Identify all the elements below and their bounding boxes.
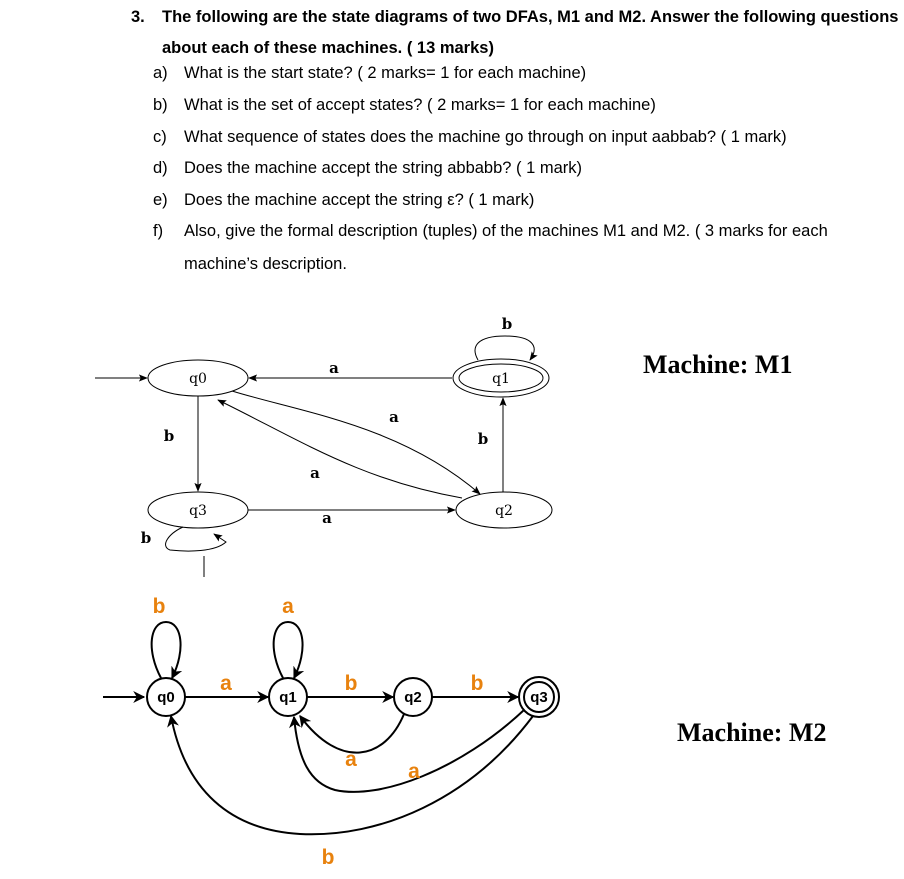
m2-label-q0-q1: a [220,672,232,695]
m1-edge-q0-q2 [232,391,480,494]
m1-edge-q2-q0 [218,400,462,498]
m1-label-q1-loop: b [501,315,513,333]
m1-state-q1 [453,359,549,397]
m2-label-q2-q3: b [470,672,484,695]
m2-edge-q2-q1 [300,714,404,753]
m2-edge-q1-loop [274,622,303,678]
svg-text:q1: q1 [492,371,510,387]
question-heading-text: The following are the state diagrams of two DFAs, M1 and M2. Answer the following questions about each of these machines. ( 13 marks) [162,8,899,57]
m1-title: Machine: M1 [643,350,793,379]
m1-state-q3 [148,492,248,528]
m2-edge-q3-q0 [171,716,533,834]
m2-label-q2-q1: a [345,748,357,771]
m2-label-q3-q1: a [408,760,420,783]
svg-text:q3: q3 [530,689,548,706]
m1-label-q0-q2: a [389,408,399,426]
m1-label-q2-q0: a [310,464,320,482]
m2-state-q2 [394,678,432,716]
m2-title: Machine: M2 [677,718,827,747]
m2-label-q0-loop: b [152,595,166,618]
m2-state-q0 [147,678,185,716]
svg-text:q2: q2 [404,689,422,706]
m1-label-q2-q1: b [477,430,489,448]
m1-label-q1-q0: a [329,359,339,377]
svg-text:q0: q0 [157,689,175,706]
m2-label-q1-q2: b [344,672,358,695]
m2-state-q3 [519,677,559,717]
m2-label-q3-q0: b [321,846,335,869]
question-number: 3. [131,8,145,26]
m2-edge-q0-loop [152,622,181,678]
m1-label-q3-q2: a [322,509,332,527]
svg-text:q3: q3 [189,503,207,519]
m2-state-q1 [269,678,307,716]
m1-label-q3-loop: b [140,529,152,547]
m1-edge-q3-loop [166,527,226,551]
m2-label-q1-loop: a [282,595,294,618]
m2-diagram [103,595,559,869]
m1-diagram [95,315,552,577]
svg-text:q1: q1 [279,689,297,706]
svg-text:q0: q0 [189,371,207,387]
svg-text:q2: q2 [495,503,513,519]
m1-edge-q1-loop [475,336,534,360]
m1-state-q0 [148,360,248,396]
m1-label-q0-q3: b [163,427,175,445]
m1-state-q2 [456,492,552,528]
